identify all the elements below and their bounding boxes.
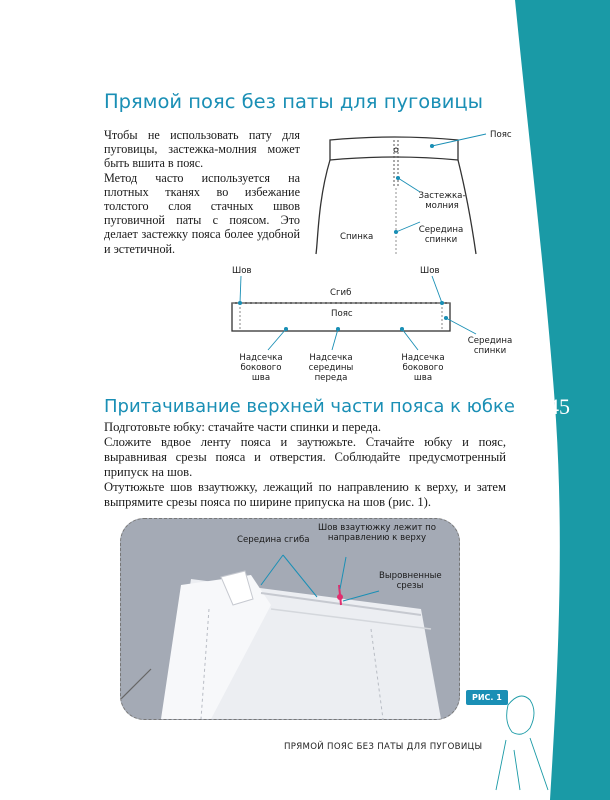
figure-label: РИС. 1 xyxy=(466,690,508,705)
label-fold-center: Середина сгиба xyxy=(237,535,310,545)
page-title: Прямой пояс без паты для пуговицы xyxy=(104,90,484,113)
section-paragraph: Сложите вдвое ленту пояса и заутюжьте. Стачайте юбку и пояс, выравнивая срезы пояса и отверстия. Соблюдайте предусмотренный припуск на шов. xyxy=(104,435,506,480)
label-seam-left: Шов xyxy=(232,266,252,276)
section-title: Притачивание верхней части пояса к юбке xyxy=(104,396,515,417)
page-number: 145 xyxy=(537,394,570,419)
label-seam-direction: Шов взаутюжку лежит по направлению к верху xyxy=(318,523,436,543)
label-seam-right: Шов xyxy=(420,266,440,276)
label-center-back: Середина спинки xyxy=(418,225,464,245)
label-notch-side-right: Надсечка бокового шва xyxy=(401,353,445,383)
label-belt-strip: Пояс xyxy=(331,309,353,319)
label-zipper: Застежка-молния xyxy=(418,191,466,211)
label-notch-side-left: Надсечка бокового шва xyxy=(239,353,283,383)
running-footer: ПРЯМОЙ ПОЯС БЕЗ ПАТЫ ДЛЯ ПУГОВИЦЫ xyxy=(284,742,483,752)
label-belt: Пояс xyxy=(490,130,512,140)
intro-paragraph: Чтобы не использовать пату для пуговицы, застежка-молния может быть вшита в пояс. xyxy=(104,128,300,171)
intro-paragraph: Метод часто используется на плотных тканях во избежание толстого слоя стачных швов пуговичной паты с поясом. Это делает застежку пояса более удобной и эстетичной. xyxy=(104,170,300,256)
section-paragraph: Подготовьте юбку: стачайте части спинки и переда. xyxy=(104,420,382,434)
label-notch-center-front: Надсечка середины переда xyxy=(308,353,354,383)
label-fold: Сгиб xyxy=(330,288,352,298)
section-paragraph: Отутюжьте шов взаутюжку, лежащий по направлению к верху, и затем выпрямите срезы пояса по ширине припуска на шов (рис. 1). xyxy=(104,480,506,510)
label-center-back-strip: Середина спинки xyxy=(467,336,513,356)
label-aligned-edges: Выровненные срезы xyxy=(379,571,442,591)
label-back: Спинка xyxy=(340,232,374,242)
